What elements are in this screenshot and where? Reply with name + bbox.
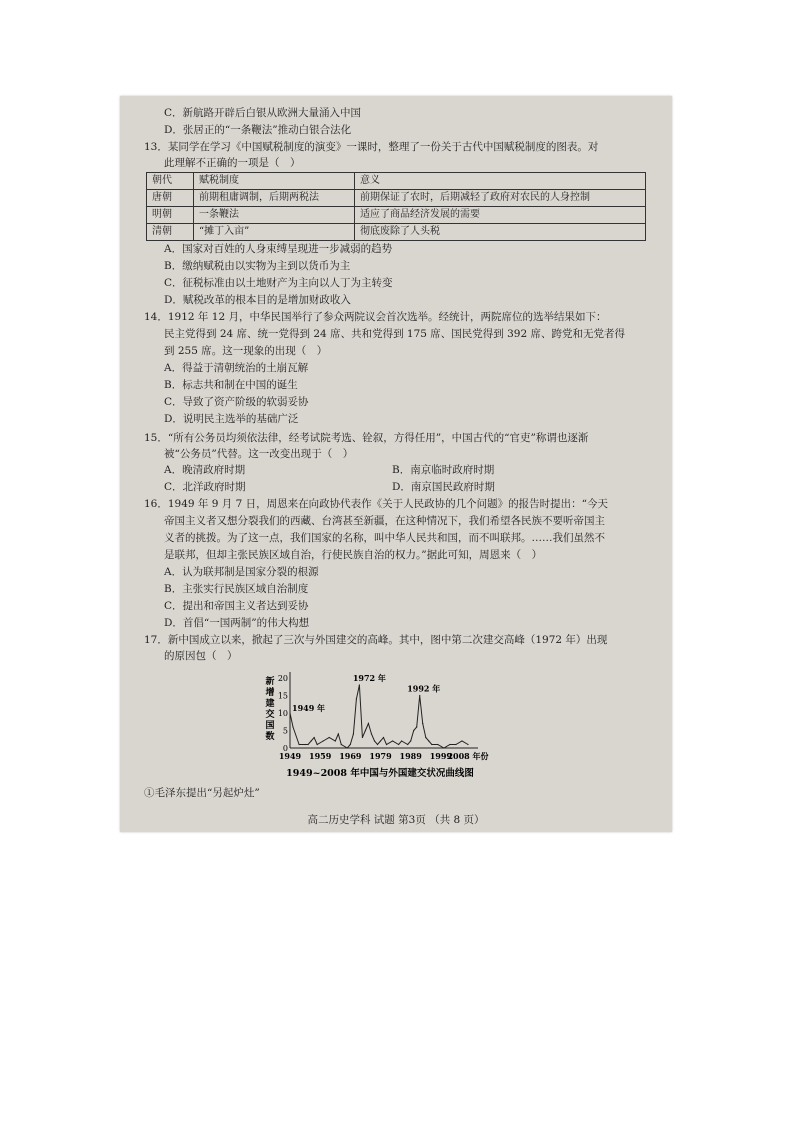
data-point [455,744,456,745]
q14-line2: 民主党得到 24 席、统一党得到 24 席、共和党得到 175 席、国民党得到 392 席、跨党和无党者得 [164,328,626,340]
q15-line2: 被“公务员”代替。这一改变出现于（ ） [164,448,354,460]
data-point [461,740,462,741]
data-point [449,744,450,745]
data-point [329,737,330,738]
q17-line1: 17．新中国成立以来，掀起了三次与外国建交的高峰。其中，图中第二次建交高峰（1972 年）出现 [144,634,608,646]
data-point [304,744,305,745]
table-header-cell: 意义 [355,173,646,190]
y-axis-label: 新 [265,677,275,687]
q15-option-a: A．晚清政府时期 [164,464,246,476]
table-cell: 彻底废除了人头税 [355,224,646,241]
table-cell: 清朝 [147,224,194,241]
y-axis-label: 增 [265,688,275,698]
y-tick-label: 10 [277,709,288,718]
q15-option-c: C．北洋政府时期 [164,481,246,493]
y-tick-label: 0 [282,744,288,753]
data-point [368,723,369,724]
q16-line4: 是联邦，但却主张民族区域自治，行使民族自治的权力。”据此可知，周恩来（ ） [164,549,543,561]
chart-title: 1949~2008 年中国与外国建交状况曲线图 [286,768,474,779]
q13-line1: 13．某同学在学习《中国赋税制度的演变》一课时，整理了一份关于古代中国赋税制度的图表。对 [144,141,599,153]
data-point [425,737,426,738]
data-point [467,744,468,745]
data-point [347,747,348,748]
q16-option-b: B．主张实行民族区域自治制度 [164,583,309,595]
q14-option-b: B．标志共和制在中国的诞生 [164,379,298,391]
data-point [374,740,375,741]
data-point [431,744,432,745]
y-axis-label: 建 [265,699,275,709]
data-point [410,740,411,741]
data-point [416,726,417,727]
data-point [350,744,351,745]
q14-option-a: A．得益于清朝统治的土崩瓦解 [164,362,309,374]
table-row [147,190,646,207]
table-cell: 唐朝 [147,190,194,207]
x-tick-label: 1999 [429,751,452,761]
x-tick-label: 2008 年份 [447,751,489,761]
exam-page [120,96,672,832]
q13-line2: 此理解不正确的一项是（ ） [164,157,301,169]
prev-option-c: C．新航路开辟后白银从欧洲大量涌入中国 [164,107,362,119]
x-tick-label: 1949 [278,751,302,761]
data-point [356,698,357,699]
data-point [413,730,414,731]
data-point [383,737,384,738]
table-cell: 前期保证了农时，后期减轻了政府对农民的人身控制 [355,190,646,207]
x-tick-label: 1969 [339,751,362,761]
q13-option-a: A．国家对百姓的人身束缚呈现进一步减弱的趋势 [164,243,393,255]
data-point [362,737,363,738]
tax-table [146,172,646,241]
q13-option-c: C．征税标准由以土地财产为主向以人丁为主转变 [164,277,393,289]
y-tick-label: 5 [282,726,288,736]
data-point [407,744,408,745]
data-point [292,726,293,727]
prev-option-d: D．张居正的“一条鞭法”推动白银合法化 [164,124,352,136]
q13-option-d: D．赋税改革的根本目的是增加财政收入 [164,294,351,306]
q16-line1: 16．1949 年 9 月 7 日，周恩来在向政协代表作《关于人民政协的几个问题》的报告时提出：“今天 [144,498,608,510]
x-tick-label: 1959 [309,751,332,761]
q17-line2: 的原因包（ ） [164,650,238,662]
data-point [359,684,360,685]
chart-annotation: 1949 年 [292,703,326,713]
data-point [289,712,290,713]
data-point [392,740,393,741]
chart-annotation: 1972 年 [352,673,386,683]
data-point [401,740,402,741]
data-point [335,740,336,741]
y-tick-label: 20 [277,674,288,683]
data-point [419,695,420,696]
series-line [290,685,468,748]
q17-item1: ①毛泽东提出“另起炉灶” [144,787,260,799]
table-cell: 适应了商品经济发展的需要 [355,207,646,224]
q15-option-d: D．南京国民政府时期 [392,481,495,493]
data-point [365,730,366,731]
data-point [443,747,444,748]
q16-line2: 帝国主义者又想分裂我们的西藏、台湾甚至新疆，在这种情况下，我们希望各民族不要听帝国主 [164,515,605,527]
y-axis-label: 数 [265,732,275,742]
data-point [353,733,354,734]
table-row [147,207,646,224]
table-row [147,224,646,241]
y-axis-label: 交 [265,710,275,720]
table-header-row [147,173,646,190]
q14-line1: 14．1912 年 12 月，中华民国举行了参众两院议会首次选举。经统计，两院席位的选举结果如下： [144,311,607,323]
data-point [298,744,299,745]
x-tick-label: 1989 [399,751,422,761]
data-point [380,740,381,741]
data-point [314,737,315,738]
q15-option-b: B．南京临时政府时期 [392,464,495,476]
y-axis-label: 国 [265,721,275,731]
q16-option-c: C．提出和帝国主义者达到妥协 [164,600,309,612]
x-tick-label: 1979 [369,751,392,761]
data-point [371,733,372,734]
data-point [323,740,324,741]
q16-option-a: A．认为联邦制是国家分裂的根源 [164,566,319,578]
q15-line1: 15．“所有公务员均须依法律，经考试院考选、铨叙，方得任用”，中国古代的“官吏”称谓也逐渐 [144,432,589,444]
chart-annotation: 1992 年 [407,683,441,694]
q13-option-b: B．缴纳赋税由以实物为主到以货币为主 [164,260,351,272]
q16-line3: 义者的挑拨。为了这一点，我们国家的名称，叫中华人民共和国，而不叫联邦。……我们虽然不 [164,532,605,544]
data-point [377,744,378,745]
y-tick-label: 15 [277,691,288,701]
data-point [341,744,342,745]
data-point [317,744,318,745]
diplomacy-line-chart [260,664,520,784]
table-cell: 前期租庸调制，后期两税法 [194,190,355,207]
table-cell: 一条鞭法 [194,207,355,224]
q14-option-c: C．导致了资产阶级的软弱妥协 [164,396,309,408]
data-point [308,744,309,745]
table-cell: “摊丁入亩” [194,224,355,241]
table-header-cell: 朝代 [147,173,194,190]
data-point [311,740,312,741]
data-point [398,744,399,745]
q14-option-d: D．说明民主选举的基础广泛 [164,413,299,425]
q16-option-d: D．首倡“一国两制”的伟大构想 [164,617,310,629]
data-point [437,744,438,745]
data-point [422,723,423,724]
table-header-cell: 赋税制度 [194,173,355,190]
data-point [428,740,429,741]
data-point [386,744,387,745]
table-cell: 明朝 [147,207,194,224]
q14-line3: 到 255 席。这一现象的出现（ ） [164,345,328,357]
data-point [338,733,339,734]
page-footer: 高二历史学科 试题 第3页 （共 8 页） [307,814,485,826]
